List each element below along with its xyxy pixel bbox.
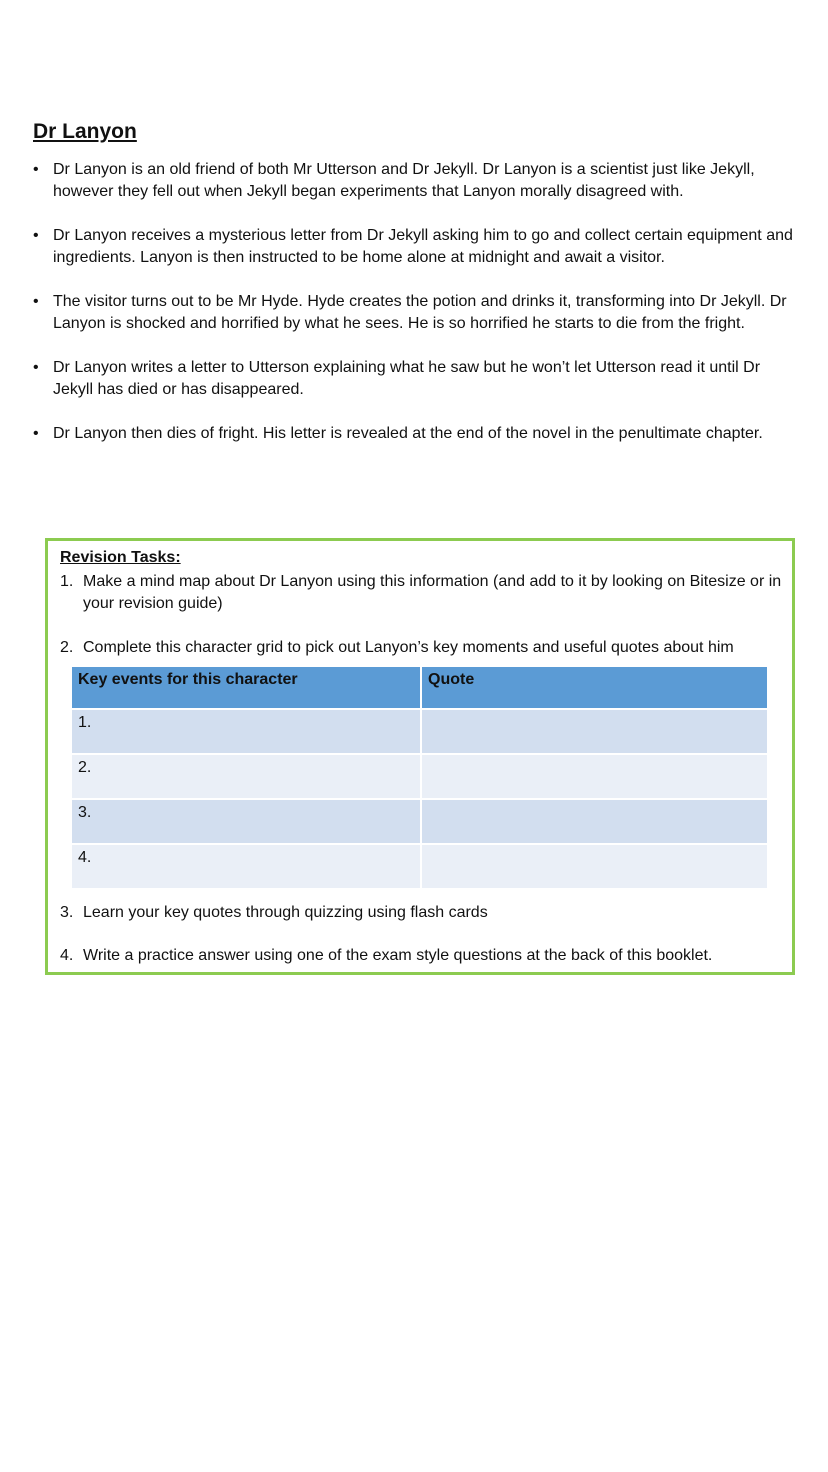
bullet-text: Dr Lanyon is an old friend of both Mr Utterson and Dr Jekyll. Dr Lanyon is a scientist just like Jekyll, however they fell out when Jekyll began experiments that Lanyon morally disagreed with.: [53, 161, 755, 200]
list-item: [33, 159, 803, 203]
task-number: 2.: [60, 639, 74, 656]
list-item: [33, 291, 803, 335]
list-item: [33, 423, 803, 445]
character-grid: [70, 665, 769, 890]
bullet-icon: •: [33, 359, 39, 376]
task-item: [60, 902, 803, 924]
task-item: [60, 945, 803, 967]
bullet-text: The visitor turns out to be Mr Hyde. Hyde creates the potion and drinks it, transforming into Dr Jekyll. Dr Lanyon is shocked and horrified by what he sees. He is so horrified he starts to die from the fright.: [53, 293, 787, 332]
bullet-icon: •: [33, 161, 39, 178]
bullet-text: Dr Lanyon then dies of fright. His letter is revealed at the end of the novel in the penultimate chapter.: [53, 425, 763, 442]
bullet-text: Dr Lanyon writes a letter to Utterson explaining what he saw but he won’t let Utterson read it until Dr Jekyll has died or has disappeared.: [53, 359, 761, 398]
table-cell[interactable]: 1.: [71, 709, 421, 754]
table-row: [71, 799, 768, 844]
bullet-text: Dr Lanyon receives a mysterious letter from Dr Jekyll asking him to go and collect certain equipment and ingredients. Lanyon is then instructed to be home alone at midnight and await a visitor.: [53, 227, 793, 266]
task-text: Learn your key quotes through quizzing using flash cards: [83, 904, 488, 921]
table-row: [71, 754, 768, 799]
task-item: [60, 637, 803, 659]
table-cell[interactable]: [421, 754, 768, 799]
table-cell[interactable]: 4.: [71, 844, 421, 889]
table-row: [71, 709, 768, 754]
task-number: 3.: [60, 904, 74, 921]
task-text: Complete this character grid to pick out Lanyon’s key moments and useful quotes about him: [83, 639, 734, 656]
table-cell[interactable]: [421, 709, 768, 754]
bullet-list: [33, 159, 803, 467]
task-text: Make a mind map about Dr Lanyon using this information (and add to it by looking on Bitesize or in your revision guide): [83, 573, 782, 612]
task-text: Write a practice answer using one of the exam style questions at the back of this booklet.: [83, 947, 713, 964]
table-cell[interactable]: 3.: [71, 799, 421, 844]
revision-title: Revision Tasks:: [60, 549, 181, 566]
list-item: [33, 357, 803, 401]
revision-tasks-box: [45, 538, 795, 975]
page-title: Dr Lanyon: [33, 120, 137, 143]
table-cell[interactable]: 2.: [71, 754, 421, 799]
task-number: 4.: [60, 947, 74, 964]
table-row: [71, 844, 768, 889]
table-cell[interactable]: [421, 844, 768, 889]
task-number: 1.: [60, 573, 74, 590]
column-header: Quote: [421, 666, 768, 709]
task-item: [60, 571, 803, 615]
column-header: Key events for this character: [71, 666, 421, 709]
bullet-icon: •: [33, 227, 39, 244]
list-item: [33, 225, 803, 269]
table-cell[interactable]: [421, 799, 768, 844]
bullet-icon: •: [33, 293, 39, 310]
bullet-icon: •: [33, 425, 39, 442]
